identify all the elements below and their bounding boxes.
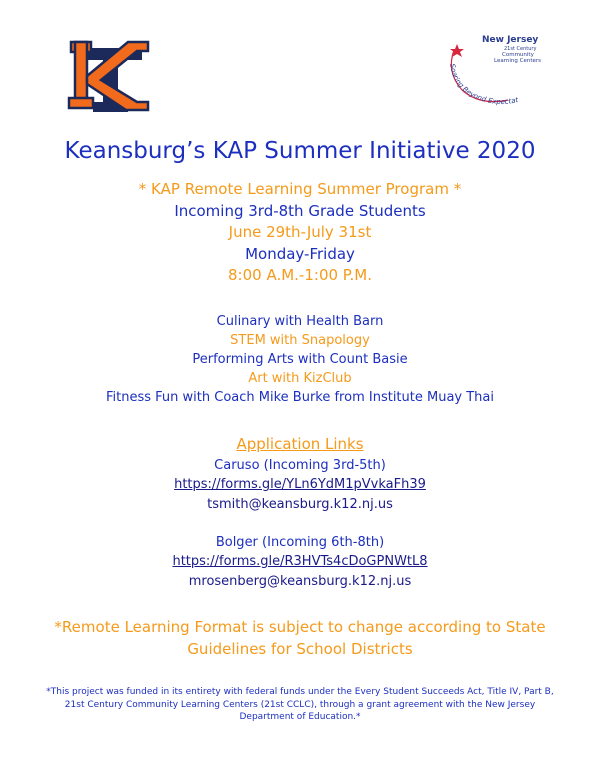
nj-logo-line3: Community <box>502 52 534 58</box>
nj-logo-line1: New Jersey <box>482 35 539 45</box>
notice-line2: Guidelines for School Districts <box>187 640 413 658</box>
application-links-heading: Application Links <box>236 435 364 453</box>
activity-item: Art with KizClub <box>248 371 352 386</box>
nj-logo-line4: Learning Centers <box>494 58 542 64</box>
bolger-email[interactable]: mrosenberg@keansburg.k12.nj.us <box>188 574 412 589</box>
notice-line1: *Remote Learning Format is subject to change according to State <box>54 618 546 636</box>
program-days: Monday-Friday <box>245 245 355 263</box>
program-grades: Incoming 3rd-8th Grade Students <box>174 202 426 220</box>
bolger-label: Bolger (Incoming 6th-8th) <box>215 535 385 550</box>
nj-cclc-logo <box>440 28 550 112</box>
program-dates: June 29th-July 31st <box>228 223 372 241</box>
program-hours: 8:00 A.M.-1:00 P.M. <box>228 266 372 284</box>
bolger-form-link[interactable]: https://forms.gle/R3HVTs4cDoGPNWtL8 <box>172 554 428 569</box>
caruso-form-link[interactable]: https://forms.gle/YLn6YdM1pVvkaFh39 <box>174 477 426 492</box>
kt-logo-graphic <box>66 38 156 118</box>
activity-item: Performing Arts with Count Basie <box>192 352 408 367</box>
activity-item: Culinary with Health Barn <box>216 314 384 329</box>
kt-logo <box>66 38 156 118</box>
page-title: Keansburg’s KAP Summer Initiative 2020 <box>64 138 536 164</box>
nj-cclc-logo-graphic <box>440 28 550 112</box>
activity-item: Fitness Fun with Coach Mike Burke from Institute Muay Thai <box>106 390 494 405</box>
caruso-email[interactable]: tsmith@keansburg.k12.nj.us <box>207 497 393 512</box>
nj-logo-tagline: Soaring Beyond Expectat <box>448 63 520 107</box>
program-name: * KAP Remote Learning Summer Program * <box>138 180 462 198</box>
nj-logo-line2: 21st Century <box>504 46 537 52</box>
funding-footnote: *This project was funded in its entirety with federal funds under the Every Student Succeeds Act, Title IV, Part B, 21st Century Community Learning Centers (21st CCLC), through a grant agreement with the New Jersey Department of Education.* <box>46 687 554 722</box>
activity-item: STEM with Snapology <box>230 333 370 348</box>
caruso-label: Caruso (Incoming 3rd-5th) <box>214 458 386 473</box>
